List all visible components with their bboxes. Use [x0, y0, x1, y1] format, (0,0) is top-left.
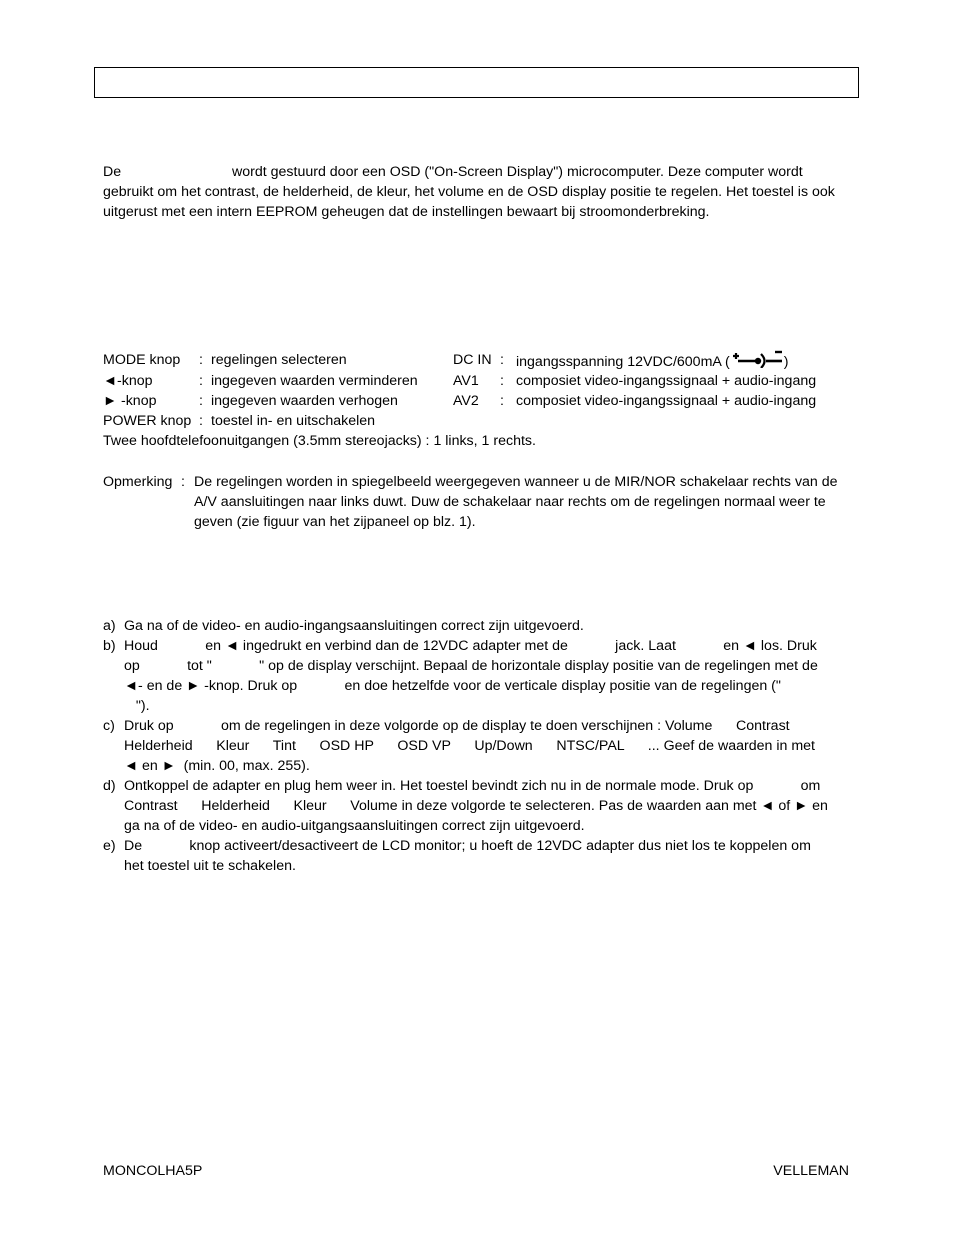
step-marker: c) — [103, 718, 115, 734]
control-sep: : — [199, 393, 203, 409]
note-line: De regelingen worden in spiegelbeeld weergegeven wanneer u de MIR/NOR schakelaar rechts van de — [194, 474, 838, 490]
connector-sep: : — [500, 393, 504, 409]
control-name: ► -knop — [103, 393, 157, 409]
headphones-text: Twee hoofdtelefoonuitgangen (3.5mm stereojacks) : 1 links, 1 rechts. — [103, 433, 536, 449]
step-c — [103, 716, 863, 776]
connector-sep: : — [500, 373, 504, 389]
step-marker: a) — [103, 618, 116, 634]
control-name: ◄-knop — [103, 373, 153, 389]
note-text — [194, 472, 854, 532]
step-e — [103, 836, 863, 876]
step-line: Contrast Helderheid Kleur Volume in deze volgorde te selecteren. Pas de waarden aan met ◄ of ► en — [124, 798, 828, 814]
connector-desc: composiet video-ingangssignaal + audio-ingang — [516, 393, 817, 409]
intro-line-1b: wordt gestuurd door een OSD ("On-Screen Display") microcomputer. Deze computer wordt — [232, 164, 803, 180]
step-line: ga na of de video- en audio-uitgangsaansluitingen correct zijn uitgevoerd. — [124, 818, 585, 834]
note-line: A/V aansluitingen naar links duwt. Duw de schakelaar naar rechts om de regelingen normaal weer te — [194, 494, 826, 510]
connector-desc: ingangsspanning 12VDC/600mA ( ) — [516, 350, 788, 374]
footer-brand: VELLEMAN — [773, 1163, 849, 1179]
step-marker: d) — [103, 778, 116, 794]
control-name: POWER knop — [103, 413, 192, 429]
connector-name: AV1 — [453, 373, 479, 389]
intro-line-3: uitgerust met een intern EEPROM geheugen dat de instellingen bewaart bij stroomonderbreking. — [103, 204, 710, 220]
step-line: Ga na of de video- en audio-ingangsaansluitingen correct zijn uitgevoerd. — [124, 618, 584, 634]
intro-line-1a: De — [103, 164, 122, 180]
step-line: op tot " " op de display verschijnt. Bepaal de horizontale display positie van de regelingen met de — [124, 658, 818, 674]
note-label: Opmerking — [103, 474, 173, 490]
connector-desc: composiet video-ingangssignaal + audio-ingang — [516, 373, 817, 389]
control-sep: : — [199, 352, 203, 368]
section-header-box — [94, 67, 859, 98]
step-line: ◄ en ► (min. 00, max. 255). — [124, 758, 310, 774]
step-marker: e) — [103, 838, 116, 854]
intro-line-2: gebruikt om het contrast, de helderheid, de kleur, het volume en de OSD display positie te regelen. Het toestel is ook — [103, 184, 835, 200]
control-name: MODE knop — [103, 352, 181, 368]
control-desc: toestel in- en uitschakelen — [211, 413, 376, 429]
control-desc: ingegeven waarden verhogen — [211, 393, 398, 409]
step-line: ◄- en de ► -knop. Druk op en doe hetzelfde voor de verticale display positie van de regelingen (" — [124, 678, 781, 694]
step-line: Helderheid Kleur Tint OSD HP OSD VP Up/Down NTSC/PAL ... Geef de waarden in met — [124, 738, 815, 754]
control-sep: : — [199, 413, 203, 429]
step-marker: b) — [103, 638, 116, 654]
connector-name: AV2 — [453, 393, 479, 409]
step-b — [103, 636, 863, 716]
connector-sep: : — [500, 352, 504, 368]
note-line: geven (zie figuur van het zijpaneel op blz. 1). — [194, 514, 476, 530]
step-line: Ontkoppel de adapter en plug hem weer in. Het toestel bevindt zich nu in de normale mode. Druk op om — [124, 778, 821, 794]
control-sep: : — [199, 373, 203, 389]
step-line: De knop activeert/desactiveert de LCD monitor; u hoeft de 12VDC adapter dus niet los te koppelen om — [124, 838, 811, 854]
step-line: Houd en ◄ ingedrukt en verbind dan de 12VDC adapter met de jack. Laat en ◄ los. Druk — [124, 638, 817, 654]
step-line: het toestel uit te schakelen. — [124, 858, 296, 874]
footer-model: MONCOLHA5P — [103, 1163, 203, 1179]
note-sep: : — [181, 474, 185, 490]
control-desc: regelingen selecteren — [211, 352, 347, 368]
step-line: "). — [124, 698, 150, 714]
step-line: Druk op om de regelingen in deze volgorde op de display te doen verschijnen : Volume Contrast — [124, 718, 790, 734]
control-desc: ingegeven waarden verminderen — [211, 373, 418, 389]
step-a — [103, 616, 863, 636]
connector-name: DC IN — [453, 352, 492, 368]
step-d — [103, 776, 863, 836]
steps-list — [103, 616, 863, 876]
